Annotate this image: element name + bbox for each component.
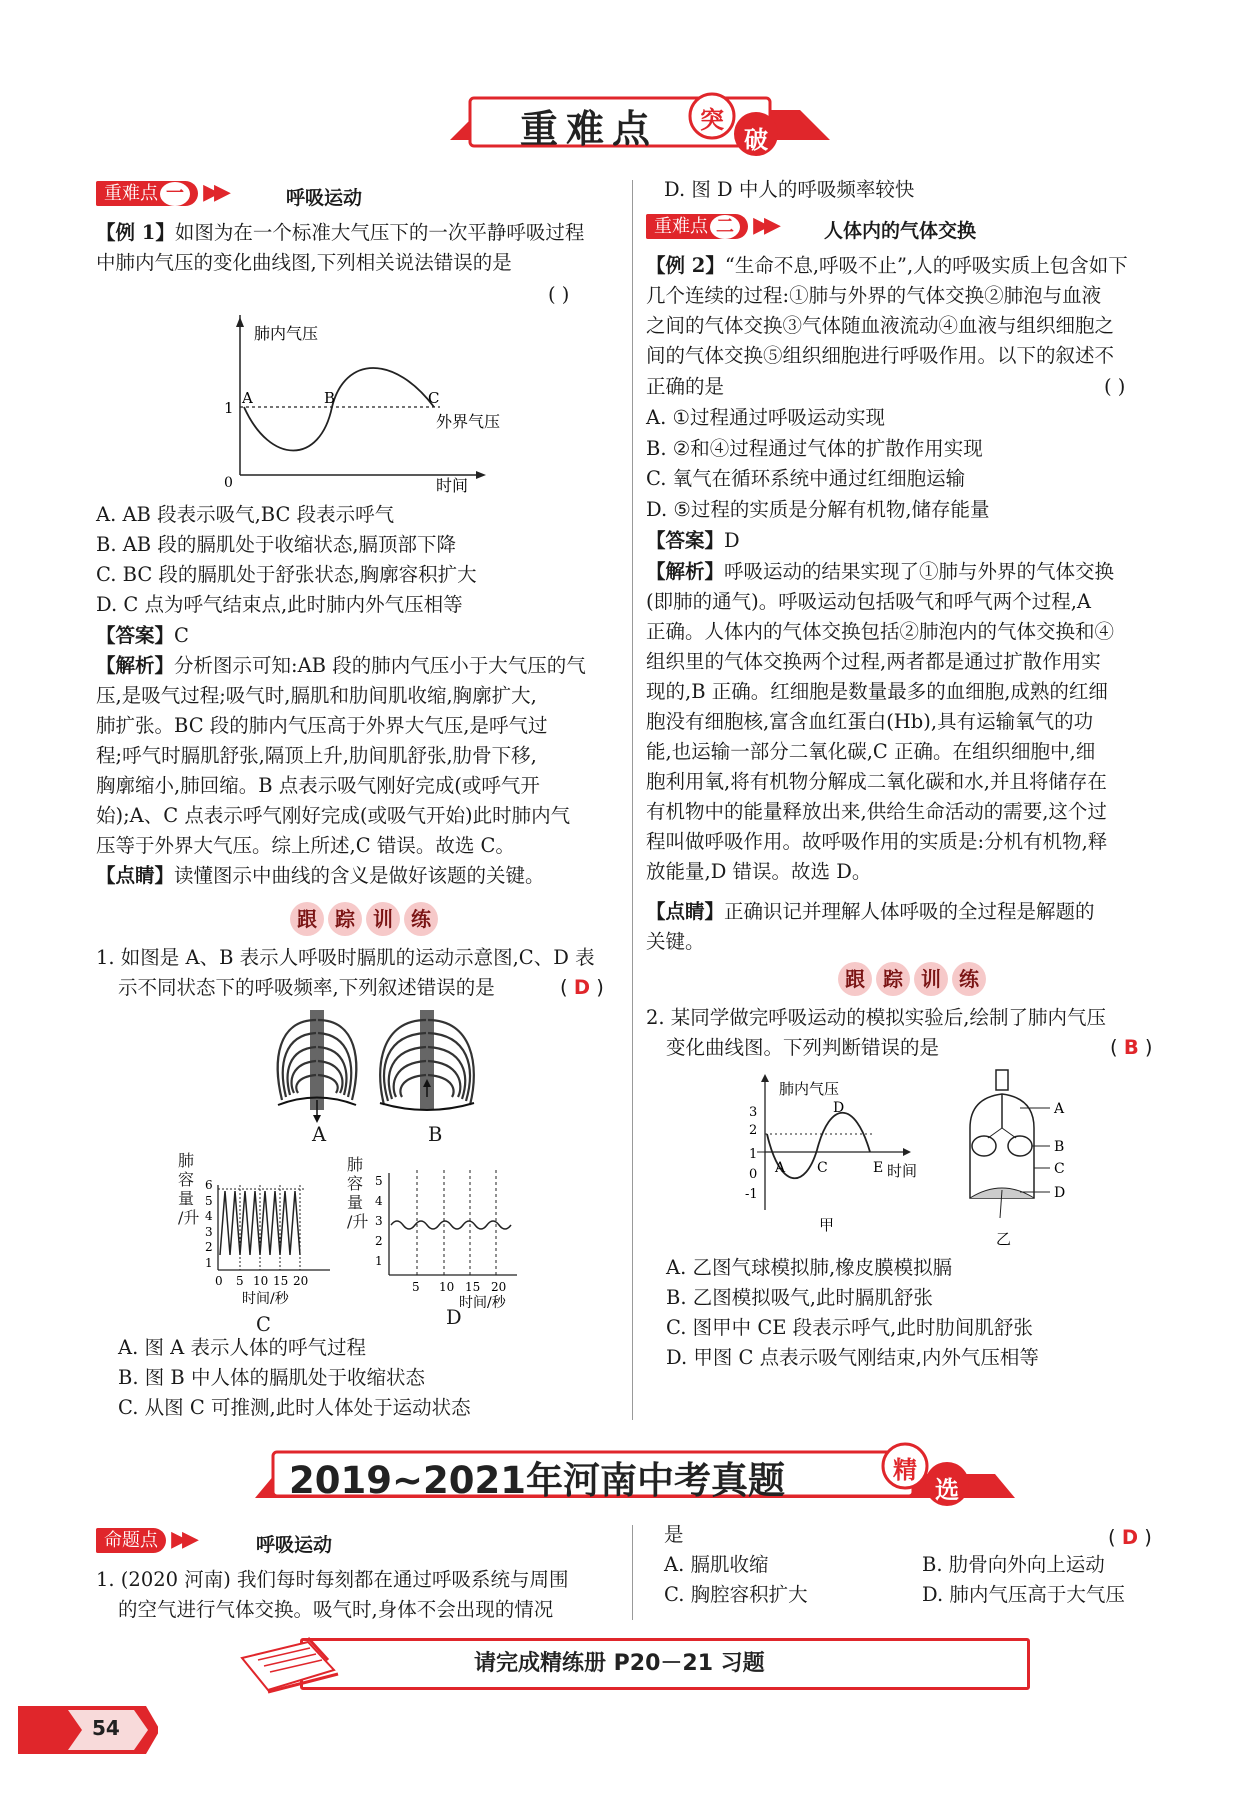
ex1-explanation-line-2: 压,是吸气过程;吸气时,膈肌和肋间肌收缩,胸廓扩大,	[96, 684, 537, 707]
q2-option-c: C. 图甲中 CE 段表示呼气,此时肋间肌舒张	[666, 1316, 1033, 1339]
ex1-explanation-line-7: 压等于外界大气压。综上所述,C 错误。故选 C。	[96, 834, 515, 857]
svg-text:10: 10	[253, 1274, 269, 1288]
section-header-key-points	[450, 90, 830, 160]
svg-text:0: 0	[215, 1274, 223, 1288]
svg-text:5: 5	[236, 1274, 244, 1288]
ex2-explanation-line-9: 有机物中的能量释放出来,供给生命活动的需要,这个过	[646, 800, 1107, 823]
svg-text:D: D	[1054, 1185, 1066, 1201]
ex2-option-d: D. ⑤过程的实质是分解有机物,储存能量	[646, 498, 990, 521]
graph1-point-c: C	[428, 389, 440, 407]
bottom-topic: 呼吸运动	[256, 1534, 333, 1556]
ex1-explanation-line-4: 程;呼气时膈肌舒张,隔顶上升,肋间肌舒张,肋骨下移,	[96, 744, 537, 767]
svg-text:2: 2	[205, 1240, 213, 1254]
graph1-ext-label: 外界气压	[436, 412, 501, 431]
example-1-line-2: 中肺内气压的变化曲线图,下列相关说法错误的是	[96, 251, 512, 274]
ex2-explanation-line-3: 正确。人体内的气体交换包括②肺泡内的气体交换和④	[646, 620, 1115, 643]
figure-b-caption: B	[428, 1123, 443, 1146]
ex2-option-b: B. ②和④过程通过气体的扩散作用实现	[646, 437, 983, 460]
chart-d-caption: D	[446, 1306, 462, 1329]
example-2-line-3: 之间的气体交换③气体随血液流动④血液与组织细胞之	[646, 314, 1115, 337]
svg-text:3: 3	[375, 1214, 383, 1228]
tag-key-point-1: 重难点 一 ▶▶	[96, 180, 225, 208]
footer-text: 请完成精练册 P20－21 习题	[474, 1651, 765, 1676]
ex2-tip-line-2: 关键。	[646, 930, 705, 953]
svg-text:3: 3	[749, 1105, 758, 1120]
svg-text:20: 20	[491, 1280, 507, 1294]
svg-text:2: 2	[749, 1123, 758, 1138]
ex1-option-c: C. BC 段的膈肌处于舒张状态,胸廓容积扩大	[96, 563, 477, 586]
ex1-explanation-line-1: 【解析】分析图示可知:AB 段的肺内气压小于大气压的气	[96, 654, 586, 677]
svg-text:时间/秒: 时间/秒	[242, 1291, 289, 1305]
svg-text:时间/秒: 时间/秒	[459, 1295, 506, 1311]
bottom-option-a: A. 膈肌收缩	[664, 1553, 769, 1576]
ex1-option-a: A. AB 段表示吸气,BC 段表示呼气	[96, 503, 395, 526]
ex1-option-b: B. AB 段的膈肌处于收缩状态,膈顶部下降	[96, 533, 457, 556]
ribcage-figure-b	[372, 1005, 482, 1125]
svg-text:20: 20	[293, 1274, 309, 1288]
svg-text:D: D	[833, 1100, 845, 1116]
example-2-paren: ( )	[1104, 375, 1126, 398]
graph1-y1: 1	[224, 399, 234, 417]
svg-text:E: E	[873, 1160, 884, 1176]
bottom-answer: D	[1121, 1526, 1138, 1549]
ex1-tip: 【点睛】读懂图示中曲线的含义是做好该题的关键。	[96, 864, 545, 887]
q2-answer: B	[1123, 1036, 1139, 1059]
svg-text:甲: 甲	[819, 1216, 835, 1234]
example-2-line-1: 【例 2】“生命不息,呼吸不止”,人的呼吸实质上包含如下	[646, 254, 1128, 277]
q1-line-2: 示不同状态下的呼吸频率,下列叙述错误的是	[118, 976, 495, 999]
section-title: 重难点	[520, 107, 659, 151]
ex2-explanation-line-4: 组织里的气体交换两个过程,两者都是通过扩散作用实	[646, 650, 1101, 673]
ex2-option-c: C. 氧气在循环系统中通过红细胞运输	[646, 467, 966, 490]
svg-text:3: 3	[205, 1225, 213, 1239]
ex1-explanation-line-6: 始);A、C 点表示呼气刚好完成(或吸气开始)此时肺内气	[96, 804, 571, 827]
svg-text:6: 6	[205, 1178, 213, 1192]
q1-option-d: D. 图 D 中人的呼吸频率较快	[664, 178, 915, 201]
ex2-option-a: A. ①过程通过呼吸运动实现	[646, 406, 885, 429]
ex2-explanation-line-8: 胞利用氧,将有机物分解成二氧化碳和水,并且将储存在	[646, 770, 1107, 793]
column-divider	[632, 180, 633, 1420]
figure-a-caption: A	[312, 1123, 327, 1146]
badge-char-4: 选	[935, 1476, 959, 1504]
svg-text:10: 10	[439, 1280, 455, 1294]
ex1-explanation-line-5: 胸廓缩小,肺回缩。B 点表示吸气刚好完成(或呼气开	[96, 774, 540, 797]
svg-text:5: 5	[375, 1174, 383, 1188]
graph1-point-a: A	[242, 389, 253, 407]
badge-char-2: 破	[744, 126, 768, 154]
chart-c-caption: C	[256, 1313, 271, 1336]
svg-text:2: 2	[375, 1234, 383, 1248]
ex2-explanation-line-7: 能,也运输一部分二氧化碳,C 正确。在组织细胞中,细	[646, 740, 1096, 763]
example-2-line-4: 间的气体交换⑤组织细胞进行呼吸作用。以下的叙述不	[646, 344, 1115, 367]
ex2-explanation-line-2: (即肺的通气)。呼吸运动包括吸气和呼气两个过程,A	[646, 590, 1091, 613]
graph1-point-b: B	[324, 389, 336, 407]
svg-text:肺内气压: 肺内气压	[779, 1080, 840, 1098]
chart-c: 肺 容 量 /升 6 5 4 3 2 1 0 5 10 15 20 时间/秒	[170, 1145, 350, 1315]
svg-text:0: 0	[749, 1167, 758, 1182]
page-number: 54	[92, 1716, 120, 1740]
svg-text:时间: 时间	[887, 1162, 918, 1180]
bottom-option-c: C. 胸腔容积扩大	[664, 1583, 808, 1606]
svg-text:A: A	[1054, 1101, 1065, 1117]
chart-d: 肺 容 量 /升 5 4 3 2 1 5 10 15 20 时间/秒	[345, 1155, 545, 1325]
bottom-option-d: D. 肺内气压高于大气压	[922, 1583, 1125, 1606]
example-1-line-1: 【例 1】如图为在一个标准大气压下的一次平静呼吸过程	[96, 221, 585, 244]
badge-char-3: 精	[893, 1456, 917, 1484]
example-2-line-5: 正确的是	[646, 375, 725, 398]
bell-jar-apparatus	[950, 1068, 1100, 1248]
svg-text:A: A	[775, 1160, 786, 1176]
example-1-paren: ( )	[548, 283, 570, 306]
bottom-option-b: B. 肋骨向外向上运动	[922, 1553, 1105, 1576]
ex1-option-d: D. C 点为呼气结束点,此时肺内外气压相等	[96, 593, 463, 616]
bottom-answer-bracket: ( D )	[1108, 1526, 1152, 1549]
q1-answer-bracket: ( D )	[560, 976, 604, 999]
ex2-explanation-line-5: 现的,B 正确。红细胞是数量最多的血细胞,成熟的红细	[646, 680, 1108, 703]
q2-option-b: B. 乙图模拟吸气,此时膈肌舒张	[666, 1286, 933, 1309]
bottom-q-cont: 是	[664, 1523, 684, 1546]
ex1-answer: 【答案】C	[96, 624, 189, 647]
example-2-line-2: 几个连续的过程:①肺与外界的气体交换②肺泡与血液	[646, 284, 1102, 307]
q2-option-d: D. 甲图 C 点表示吸气刚结束,内外气压相等	[666, 1346, 1039, 1369]
ex2-tip-line-1: 【点睛】正确识记并理解人体呼吸的全过程是解题的	[646, 900, 1095, 923]
chevron-icon: ▶▶	[203, 180, 225, 205]
graph1-xlabel: 时间	[436, 476, 469, 495]
q1-line-1: 1. 如图是 A、B 表示人呼吸时膈肌的运动示意图,C、D 表	[96, 946, 595, 969]
q1-answer: D	[573, 976, 590, 999]
page-number-badge	[18, 1700, 158, 1760]
svg-text:1: 1	[375, 1254, 383, 1268]
tag-proposition: 命题点 ▶▶	[96, 1527, 193, 1555]
ex2-explanation-line-11: 放能量,D 错误。故选 D。	[646, 860, 872, 883]
svg-text:15: 15	[273, 1274, 289, 1288]
svg-text:C: C	[1054, 1161, 1065, 1177]
chart-d-plot	[367, 1155, 542, 1315]
chart-c-plot	[200, 1145, 350, 1305]
ex2-explanation-line-6: 胞没有细胞核,富含血红蛋白(Hb),具有运输氧气的功	[646, 710, 1094, 733]
svg-text:1: 1	[205, 1256, 213, 1270]
chevron-icon: ▶▶	[171, 1527, 193, 1552]
pressure-graph-2	[735, 1070, 935, 1240]
topic-title-2: 人体内的气体交换	[824, 220, 977, 242]
svg-text:1: 1	[749, 1147, 758, 1162]
q2-line-2: 变化曲线图。下列判断错误的是	[666, 1036, 940, 1059]
svg-text:-1: -1	[745, 1187, 758, 1202]
notebook-icon	[238, 1630, 348, 1700]
svg-text:15: 15	[465, 1280, 481, 1294]
svg-text:B: B	[1054, 1139, 1065, 1155]
svg-text:5: 5	[412, 1280, 420, 1294]
ex2-explanation-line-10: 程叫做呼吸作用。故呼吸作用的实质是:分机有机物,释	[646, 830, 1108, 853]
bottom-q-line-2: 的空气进行气体交换。吸气时,身体不会出现的情况	[118, 1598, 554, 1621]
ex2-explanation-line-1: 【解析】呼吸运动的结果实现了①肺与外界的气体交换	[646, 560, 1115, 583]
q1-option-b: B. 图 B 中人体的膈肌处于收缩状态	[118, 1366, 425, 1389]
svg-text:4: 4	[205, 1209, 213, 1223]
q2-line-1: 2. 某同学做完呼吸运动的模拟实验后,绘制了肺内气压	[646, 1006, 1107, 1029]
svg-text:5: 5	[205, 1194, 213, 1208]
tag-key-point-2: 重难点 二 ▶▶	[646, 213, 775, 241]
pressure-graph-1	[210, 315, 510, 495]
tracking-training-label-2: 跟 踪 训 练	[838, 962, 990, 996]
column-divider-2	[632, 1525, 633, 1620]
graph1-ylabel: 肺内气压	[254, 324, 319, 343]
bottom-q-line-1: 1. (2020 河南) 我们每时每刻都在通过呼吸系统与周围	[96, 1568, 569, 1591]
section-header-exam	[255, 1440, 1015, 1510]
tracking-training-label-1: 跟 踪 训 练	[290, 902, 442, 936]
section-title-2: 2019~2021年河南中考真题	[289, 1459, 785, 1502]
svg-text:乙: 乙	[996, 1230, 1012, 1248]
ex1-explanation-line-3: 肺扩张。BC 段的肺内气压高于外界大气压,是呼气过	[96, 714, 548, 737]
ribcage-figure-a	[268, 1005, 368, 1125]
q2-answer-bracket: ( B )	[1110, 1036, 1153, 1059]
q1-option-a: A. 图 A 表示人体的呼气过程	[118, 1336, 366, 1359]
ex2-answer: 【答案】D	[646, 529, 740, 552]
svg-text:4: 4	[375, 1194, 383, 1208]
svg-text:C: C	[817, 1160, 828, 1176]
topic-title-1: 呼吸运动	[286, 187, 363, 209]
q1-option-c: C. 从图 C 可推测,此时人体处于运动状态	[118, 1396, 471, 1419]
chevron-icon: ▶▶	[753, 213, 775, 238]
graph1-origin: 0	[224, 475, 233, 491]
q2-option-a: A. 乙图气球模拟肺,橡皮膜模拟膈	[666, 1256, 953, 1279]
badge-char-1: 突	[700, 106, 724, 134]
